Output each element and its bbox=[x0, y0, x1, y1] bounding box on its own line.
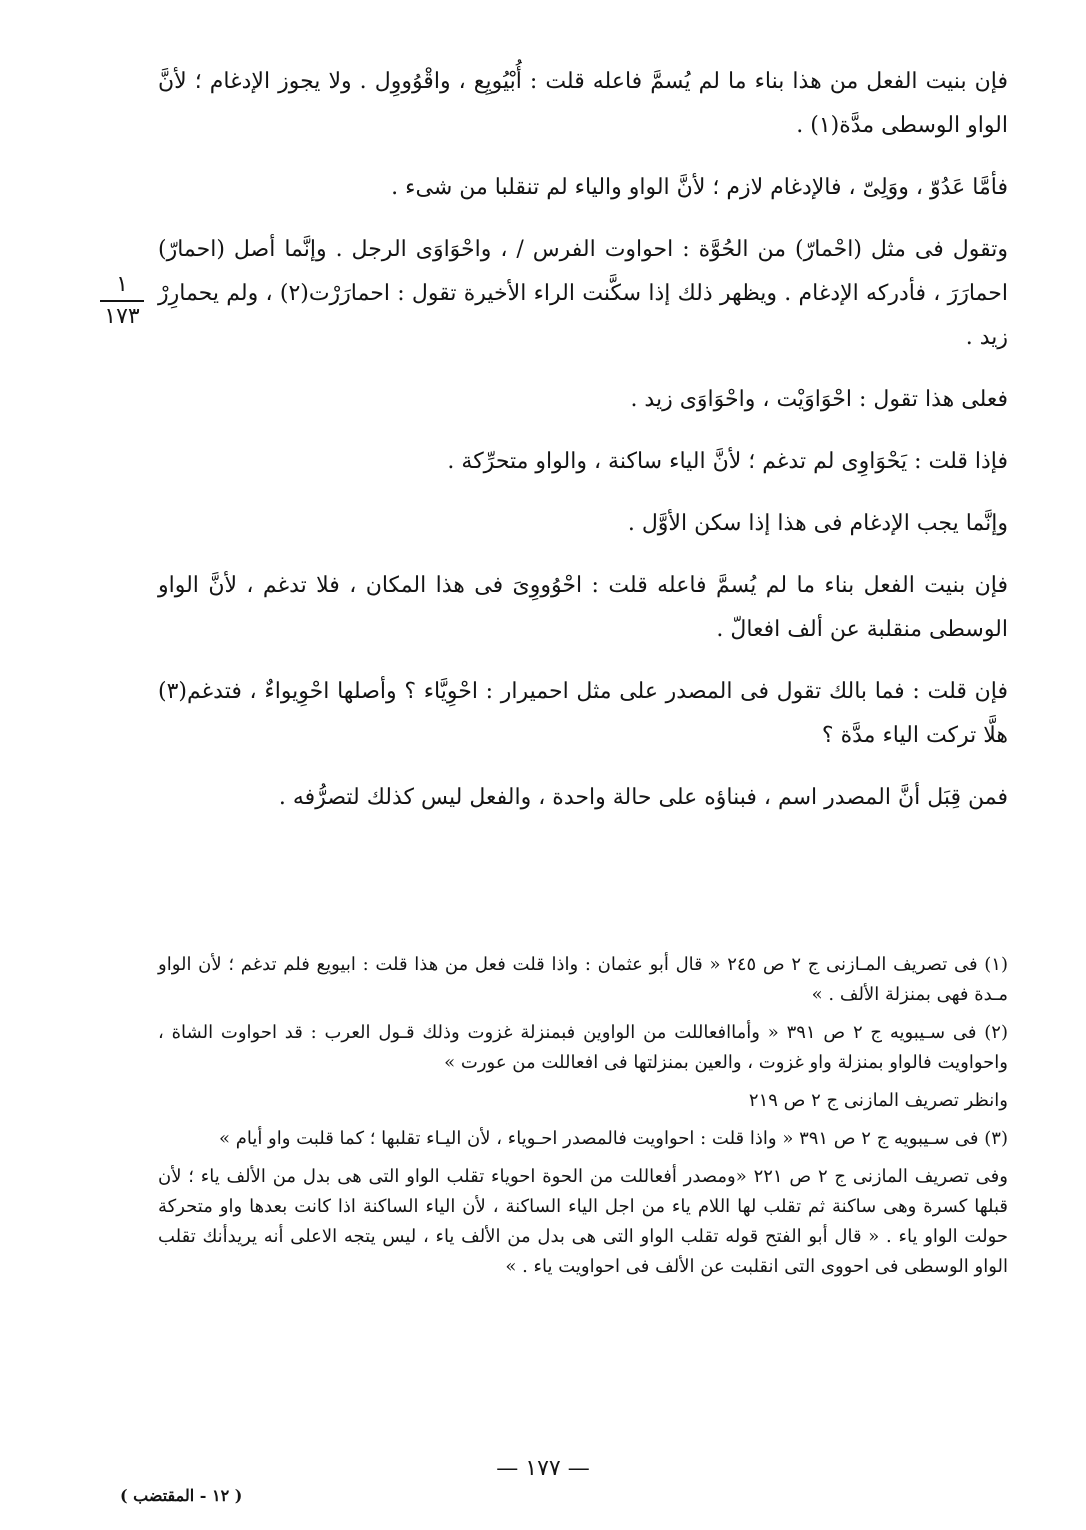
paragraph-2: فأمَّا عَدُوّ ، ووَلِىّ ، فالإدغام لازم ؛ لأنَّ الواو والياء لم تنقلبا من شىء . bbox=[391, 175, 1008, 200]
paragraph-5: فإذا قلت : يَحْوَاوِى لم تدغم ؛ لأنَّ الياء ساكنة ، والواو متحرِّكة . bbox=[447, 449, 1008, 474]
paragraph-4: فعلى هذا تقول : احْوَاوَيْت ، واحْوَاوَى زيد . bbox=[630, 387, 1008, 412]
footnotes bbox=[158, 950, 1008, 1290]
footnote-3-continued: وفى تصريف المازنى ج ٢ ص ٢٢١ «ومصدر أفعاللت من الحوة احوياء تقلب الواو التى هى بدل من الألف ياء ؛ لأن قبلها كسرة وهى ساكنة ثم تقلب لها اللام ياء من اجل الياء الساكنة ، لأن الياء الساكنة اذا كانت بعدها واو متحركة حولت الواو ياء . « قال أبو الفتح قوله تقلب الواو التى هى بدل من الألف ياء ، ليس يتجه الاعلى أنه يريدأنك تقلب الواو الوسطى فى احووى التى انقلبت عن الألف فى احواويت ياء . » bbox=[158, 1166, 1008, 1277]
margin-reference-bottom: ١٧٣ bbox=[104, 304, 140, 329]
paragraph-8: فإن قلت : فما بالك تقول فى المصدر على مثل احميرار : احْوِيَّاء ؟ وأصلها احْوِيواءٌ ، فتدغم(٣) هلَّا تركت الياء مدَّة ؟ bbox=[158, 679, 1008, 748]
margin-page-reference bbox=[92, 270, 152, 332]
page-number: — ١٧٧ — bbox=[496, 1456, 590, 1481]
paragraph-7: فإن بنيت الفعل بناء ما لم يُسمَّ فاعله قلت : احْوُووِىَ فى هذا المكان ، فلا تدغم ، لأنَّ الواو الوسطى منقلبة عن ألف افعالّ . bbox=[158, 573, 1008, 642]
footnote-3: (٣) فى سـيبويه ج ٢ ص ٣٩١ « واذا قلت : احواويت فالمصدر احـوياء ، لأن اليـاء تقلبها ؛ كما قلبت واو أيام » bbox=[218, 1128, 1008, 1149]
footnote-2: (٢) فى سـيبويه ج ٢ ص ٣٩١ « وأماافعاللت من الواوين فبمنزلة غزوت وذلك قـول العرب : قد احواوت الشاة ، واحواويت فالواو بمنزلة واو غزوت ، والعين بمنزلتها فى افعاللت من عورت » bbox=[158, 1022, 1008, 1073]
printer-signature: ( ١٢ - المقتضب ) bbox=[120, 1486, 243, 1505]
main-text bbox=[158, 60, 1008, 838]
paragraph-6: وإنَّما يجب الإدغام فى هذا إذا سكن الأوَّل . bbox=[627, 511, 1008, 536]
footnote-2-see-also: وانظر تصريف المازنى ج ٢ ص ٢١٩ bbox=[748, 1090, 1008, 1111]
paragraph-1: فإن بنيت الفعل من هذا بناء ما لم يُسمَّ فاعله قلت : أُبْيُويِع ، واقْوُووِل . ولا يجوز الإدغام ؛ لأنَّ الواو الوسطى مدَّة(١) . bbox=[158, 69, 1008, 138]
footnote-1: (١) فى تصريف المـازنى ج ٢ ص ٢٤٥ « قال أبو عثمان : واذا قلت فعل من هذا قلت : ابيويع فلم تدغم ؛ لأن الواو مـدة فهى بمنزلة الألف . » bbox=[158, 954, 1008, 1005]
paragraph-3: وتقول فى مثل (احْمارّ) من الحُوَّة : احواوت الفرس / ، واحْوَاوَى الرجل . وإنَّما أصل (احمارّ) احمارَرَ ، فأدركه الإدغام . ويظهر ذلك إذا سكَّنت الراء الأخيرة تقول : احمارَرْت(٢) ، ولم يحمارِرْ زيد . bbox=[158, 237, 1008, 350]
paragraph-9: فمن قِبَل أنَّ المصدر اسم ، فبناؤه على حالة واحدة ، والفعل ليس كذلك لتصرُّفه . bbox=[278, 785, 1008, 810]
margin-reference-top: ١ bbox=[100, 270, 144, 302]
